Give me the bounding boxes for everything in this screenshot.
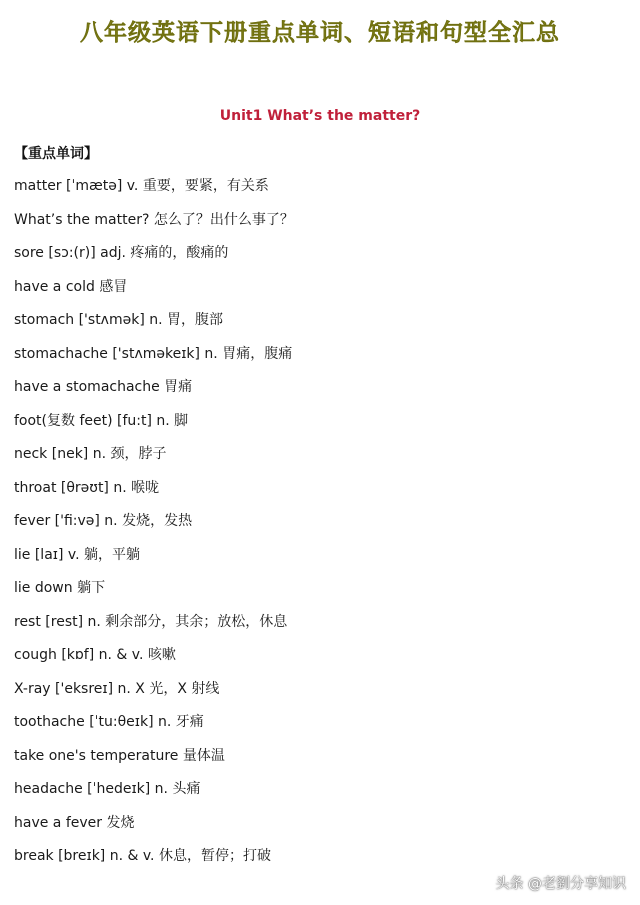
vocab-item: lie [laɪ] v. 躺，平躺 (14, 546, 140, 563)
vocab-item: lie down 躺下 (14, 580, 106, 596)
vocab-item: sore [sɔ:(r)] adj. 疼痛的，酸痛的 (14, 245, 229, 261)
vocab-item: have a stomachache 胃痛 (14, 379, 193, 395)
vocab-item: stomach ['stʌmək] n. 胃，腹部 (14, 312, 224, 328)
vocab-item: matter [ˈmætə] v. 重要，要紧，有关系 (14, 178, 269, 194)
vocab-item: X-ray ['eksreɪ] n. X 光，X 射线 (14, 680, 220, 697)
vocab-item: fever ['fi:və] n. 发烧，发热 (14, 513, 193, 529)
vocab-item: foot(复数 feet) [fu:t] n. 脚 (14, 412, 189, 429)
vocab-item: break [breɪk] n. & v. 休息，暂停；打破 (14, 848, 271, 864)
section-heading: 【重点单词】 (14, 146, 98, 162)
vocabulary-list (14, 174, 626, 878)
vocab-item: cough [kɒf] n. & v. 咳嗽 (14, 647, 176, 663)
vocab-item: have a fever 发烧 (14, 814, 135, 831)
watermark: 头条 @老劉分享知识 (495, 876, 626, 892)
vocab-item: headache [ˈhedeɪk] n. 头痛 (14, 781, 201, 797)
vocab-item: neck [nek] n. 颈，脖子 (14, 446, 167, 462)
vocab-item: rest [rest] n. 剩余部分，其余；放松，休息 (14, 613, 288, 630)
vocab-item: toothache [ˈtu:θeɪk] n. 牙痛 (14, 714, 204, 730)
vocab-item: throat [θrəʊt] n. 喉咙 (14, 479, 160, 496)
unit-title: Unit1 What’s the matter? (219, 108, 421, 124)
document-title: 八年级英语下册重点单词、短语和句型全汇总 (80, 20, 560, 46)
vocab-item: take one's temperature 量体温 (14, 747, 225, 764)
vocab-item: have a cold 感冒 (14, 278, 128, 295)
vocab-item: What’s the matter? 怎么了？出什么事了？ (14, 211, 294, 228)
vocab-item: stomachache ['stʌməkeɪk] n. 胃痛，腹痛 (14, 345, 293, 362)
